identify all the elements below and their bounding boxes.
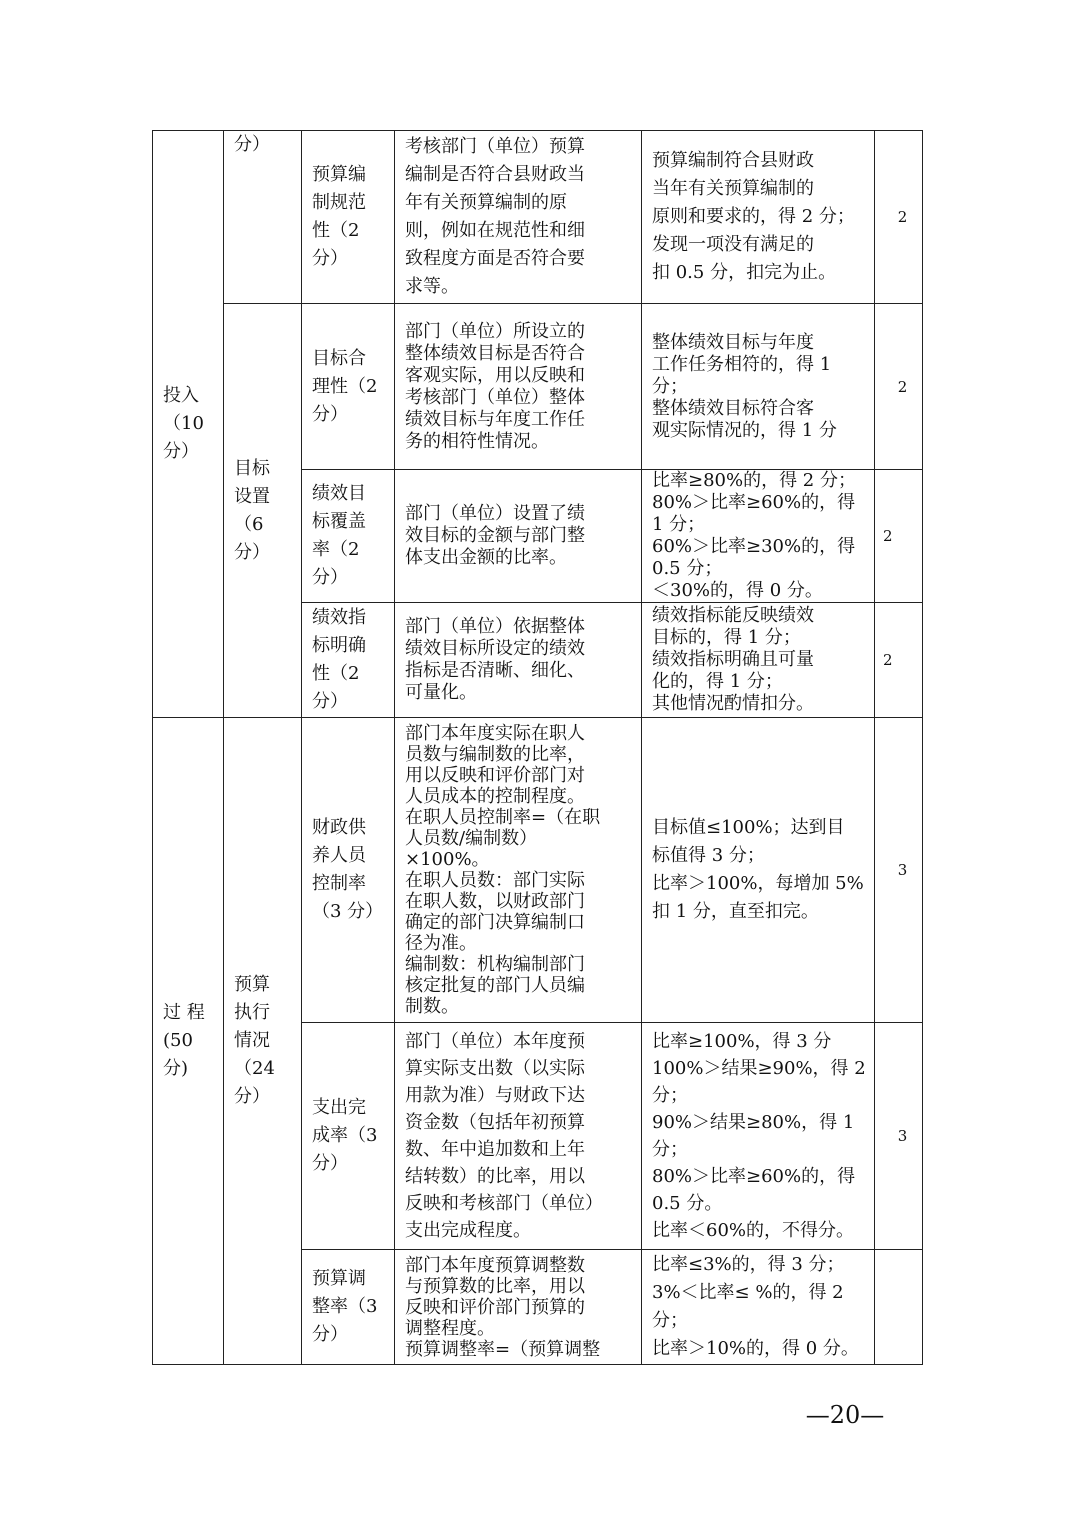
indicator-name-cell: 绩效目 标覆盖 率（2 分）	[302, 470, 395, 603]
indicator-name-cell: 财政供 养人员 控制率 （3 分）	[302, 718, 395, 1023]
indicator-description-cell: 部门（单位）所设立的 整体绩效目标是否符合 客观实际，用以反映和 考核部门（单位）整体 绩效目标与年度工作任 务的相符性情况。	[395, 304, 642, 470]
score-cell: 2	[875, 470, 923, 603]
indicator-description-cell: 部门本年度实际在职人 员数与编制数的比率， 用以反映和评价部门对 人员成本的控制程度。 在职人员控制率=（在职 人员数/编制数） ×100%。 在职人员数：部门实际 在职人数，以财政部门 确定的部门决算编制口 径为准。 编制数：机构编制部门 核定批复的部门人员编 制数。	[395, 718, 642, 1023]
indicator-description-cell: 部门本年度预算调整数 与预算数的比率，用以 反映和评价部门预算的 调整程度。 预算调整率=（预算调整	[395, 1250, 642, 1365]
scoring-criteria-cell: 绩效指标能反映绩效 目标的，得 1 分； 绩效指标明确且可量 化的，得 1 分； 其他情况酌情扣分。	[642, 603, 875, 718]
score-cell: 2	[875, 603, 923, 718]
category-input-cell: 投入 （10 分）	[153, 131, 224, 718]
subcategory-target-cell: 目标 设置 （6 分）	[224, 304, 302, 718]
score-cell: 3	[875, 718, 923, 1023]
indicator-name-cell: 绩效指 标明确 性（2 分）	[302, 603, 395, 718]
page-number: —20—	[805, 1401, 885, 1429]
indicator-name-cell: 预算调 整率（3 分）	[302, 1250, 395, 1365]
table-row	[153, 304, 923, 470]
scoring-criteria-cell: 整体绩效目标与年度 工作任务相符的，得 1 分； 整体绩效目标符合客 观实际情况的，得 1 分	[642, 304, 875, 470]
subcategory-cell: 分）	[224, 131, 302, 304]
indicator-description-cell: 部门（单位）本年度预 算实际支出数（以实际 用款为准）与财政下达 资金数（包括年初预算 数、年中追加数和上年 结转数）的比率，用以 反映和考核部门（单位） 支出完成程度。	[395, 1023, 642, 1250]
indicator-description-cell: 部门（单位）设置了绩 效目标的金额与部门整 体支出金额的比率。	[395, 470, 642, 603]
indicator-description-cell: 部门（单位）依据整体 绩效目标所设定的绩效 指标是否清晰、细化、 可量化。	[395, 603, 642, 718]
evaluation-table	[152, 130, 923, 1365]
score-cell: 3	[875, 1023, 923, 1250]
score-cell: 2	[875, 304, 923, 470]
indicator-name-cell: 目标合 理性（2 分）	[302, 304, 395, 470]
subcategory-execution-cell: 预算 执行 情况 （24 分）	[224, 718, 302, 1365]
scoring-criteria-cell: 目标值≤100%；达到目 标值得 3 分； 比率＞100%，每增加 5% 扣 1 分，直至扣完。	[642, 718, 875, 1023]
category-process-cell: 过 程 (50 分)	[153, 718, 224, 1365]
indicator-name-cell: 预算编 制规范 性（2 分）	[302, 131, 395, 304]
score-cell: 2	[875, 131, 923, 304]
table-row	[153, 131, 923, 304]
indicator-description-cell: 考核部门（单位）预算 编制是否符合县财政当 年有关预算编制的原 则，例如在规范性和细 致程度方面是否符合要 求等。	[395, 131, 642, 304]
table-row	[153, 718, 923, 1023]
indicator-name-cell: 支出完 成率（3 分）	[302, 1023, 395, 1250]
scoring-criteria-cell: 预算编制符合县财政 当年有关预算编制的 原则和要求的，得 2 分； 发现一项没有满足的 扣 0.5 分，扣完为止。	[642, 131, 875, 304]
scoring-criteria-cell: 比率≥100%，得 3 分 100%＞结果≥90%，得 2 分； 90%＞结果≥80%，得 1 分； 80%＞比率≥60%的，得 0.5 分。 比率＜60%的，不得分。	[642, 1023, 875, 1250]
scoring-criteria-cell: 比率≥80%的，得 2 分； 80%＞比率≥60%的，得 1 分； 60%＞比率≥30%的，得 0.5 分； ＜30%的，得 0 分。	[642, 470, 875, 603]
score-cell	[875, 1250, 923, 1365]
scoring-criteria-cell: 比率≤3%的，得 3 分； 3%＜比率≤ %的，得 2 分； 比率＞10%的，得 0 分。	[642, 1250, 875, 1365]
